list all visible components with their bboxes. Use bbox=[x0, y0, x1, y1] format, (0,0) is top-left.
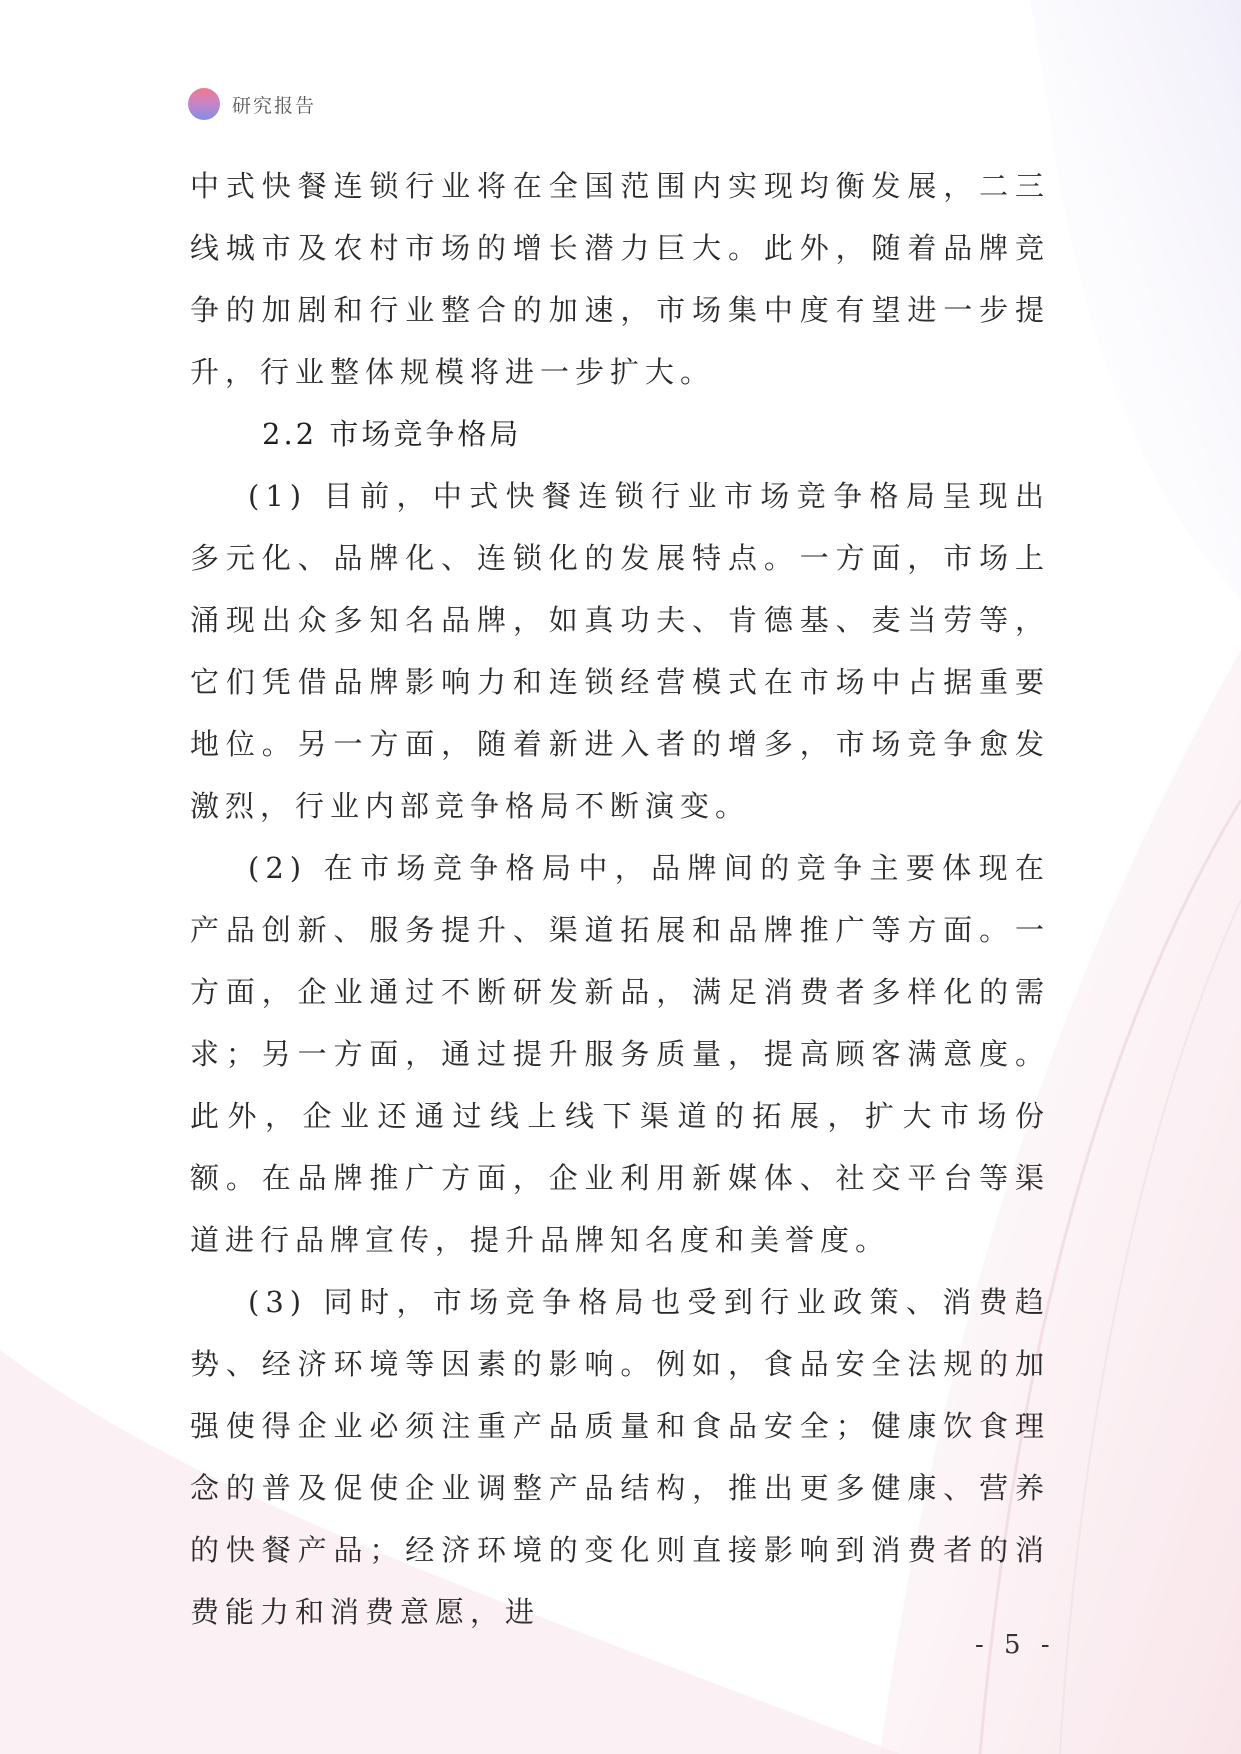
paragraph-2: (2) 在市场竞争格局中，品牌间的竞争主要体现在产品创新、服务提升、渠道拓展和品牌推广等方面。一方面，企业通过不断研发新品，满足消费者多样化的需求；另一方面，通过提升服务质量，提高顾客满意度。此外，企业还通过线上线下渠道的拓展，扩大市场份额。在品牌推广方面，企业利用新媒体、社交平台等渠道进行品牌宣传，提升品牌知名度和美誉度。 bbox=[190, 851, 1050, 1257]
page-number-text: - 5 - bbox=[975, 1630, 1056, 1660]
paragraph-intro: 中式快餐连锁行业将在全国范围内实现均衡发展，二三线城市及农村市场的增长潜力巨大。此外，随着品牌竞争的加剧和行业整合的加速，市场集中度有望进一步提升，行业整体规模将进一步扩大。 bbox=[190, 169, 1050, 389]
section-heading: 2.2 市场竞争格局 bbox=[262, 417, 522, 451]
header-label: 研究报告 bbox=[232, 94, 317, 117]
document-header bbox=[188, 88, 316, 120]
paragraph-3: (3) 同时，市场竞争格局也受到行业政策、消费趋势、经济环境等因素的影响。例如，食品安全法规的加强使得企业必须注重产品质量和食品安全；健康饮食理念的普及促使企业调整产品结构，推出更多健康、营养的快餐产品；经济环境的变化则直接影响到消费者的消费能力和消费意愿，进 bbox=[190, 1285, 1050, 1629]
paragraph-1: (1) 目前，中式快餐连锁行业市场竞争格局呈现出多元化、品牌化、连锁化的发展特点。一方面，市场上涌现出众多知名品牌，如真功夫、肯德基、麦当劳等，它们凭借品牌影响力和连锁经营模式在市场中占据重要地位。另一方面，随着新进入者的增多，市场竞争愈发激烈，行业内部竞争格局不断演变。 bbox=[190, 479, 1050, 823]
logo-circle-icon bbox=[188, 88, 220, 120]
document-body bbox=[190, 155, 1050, 1643]
